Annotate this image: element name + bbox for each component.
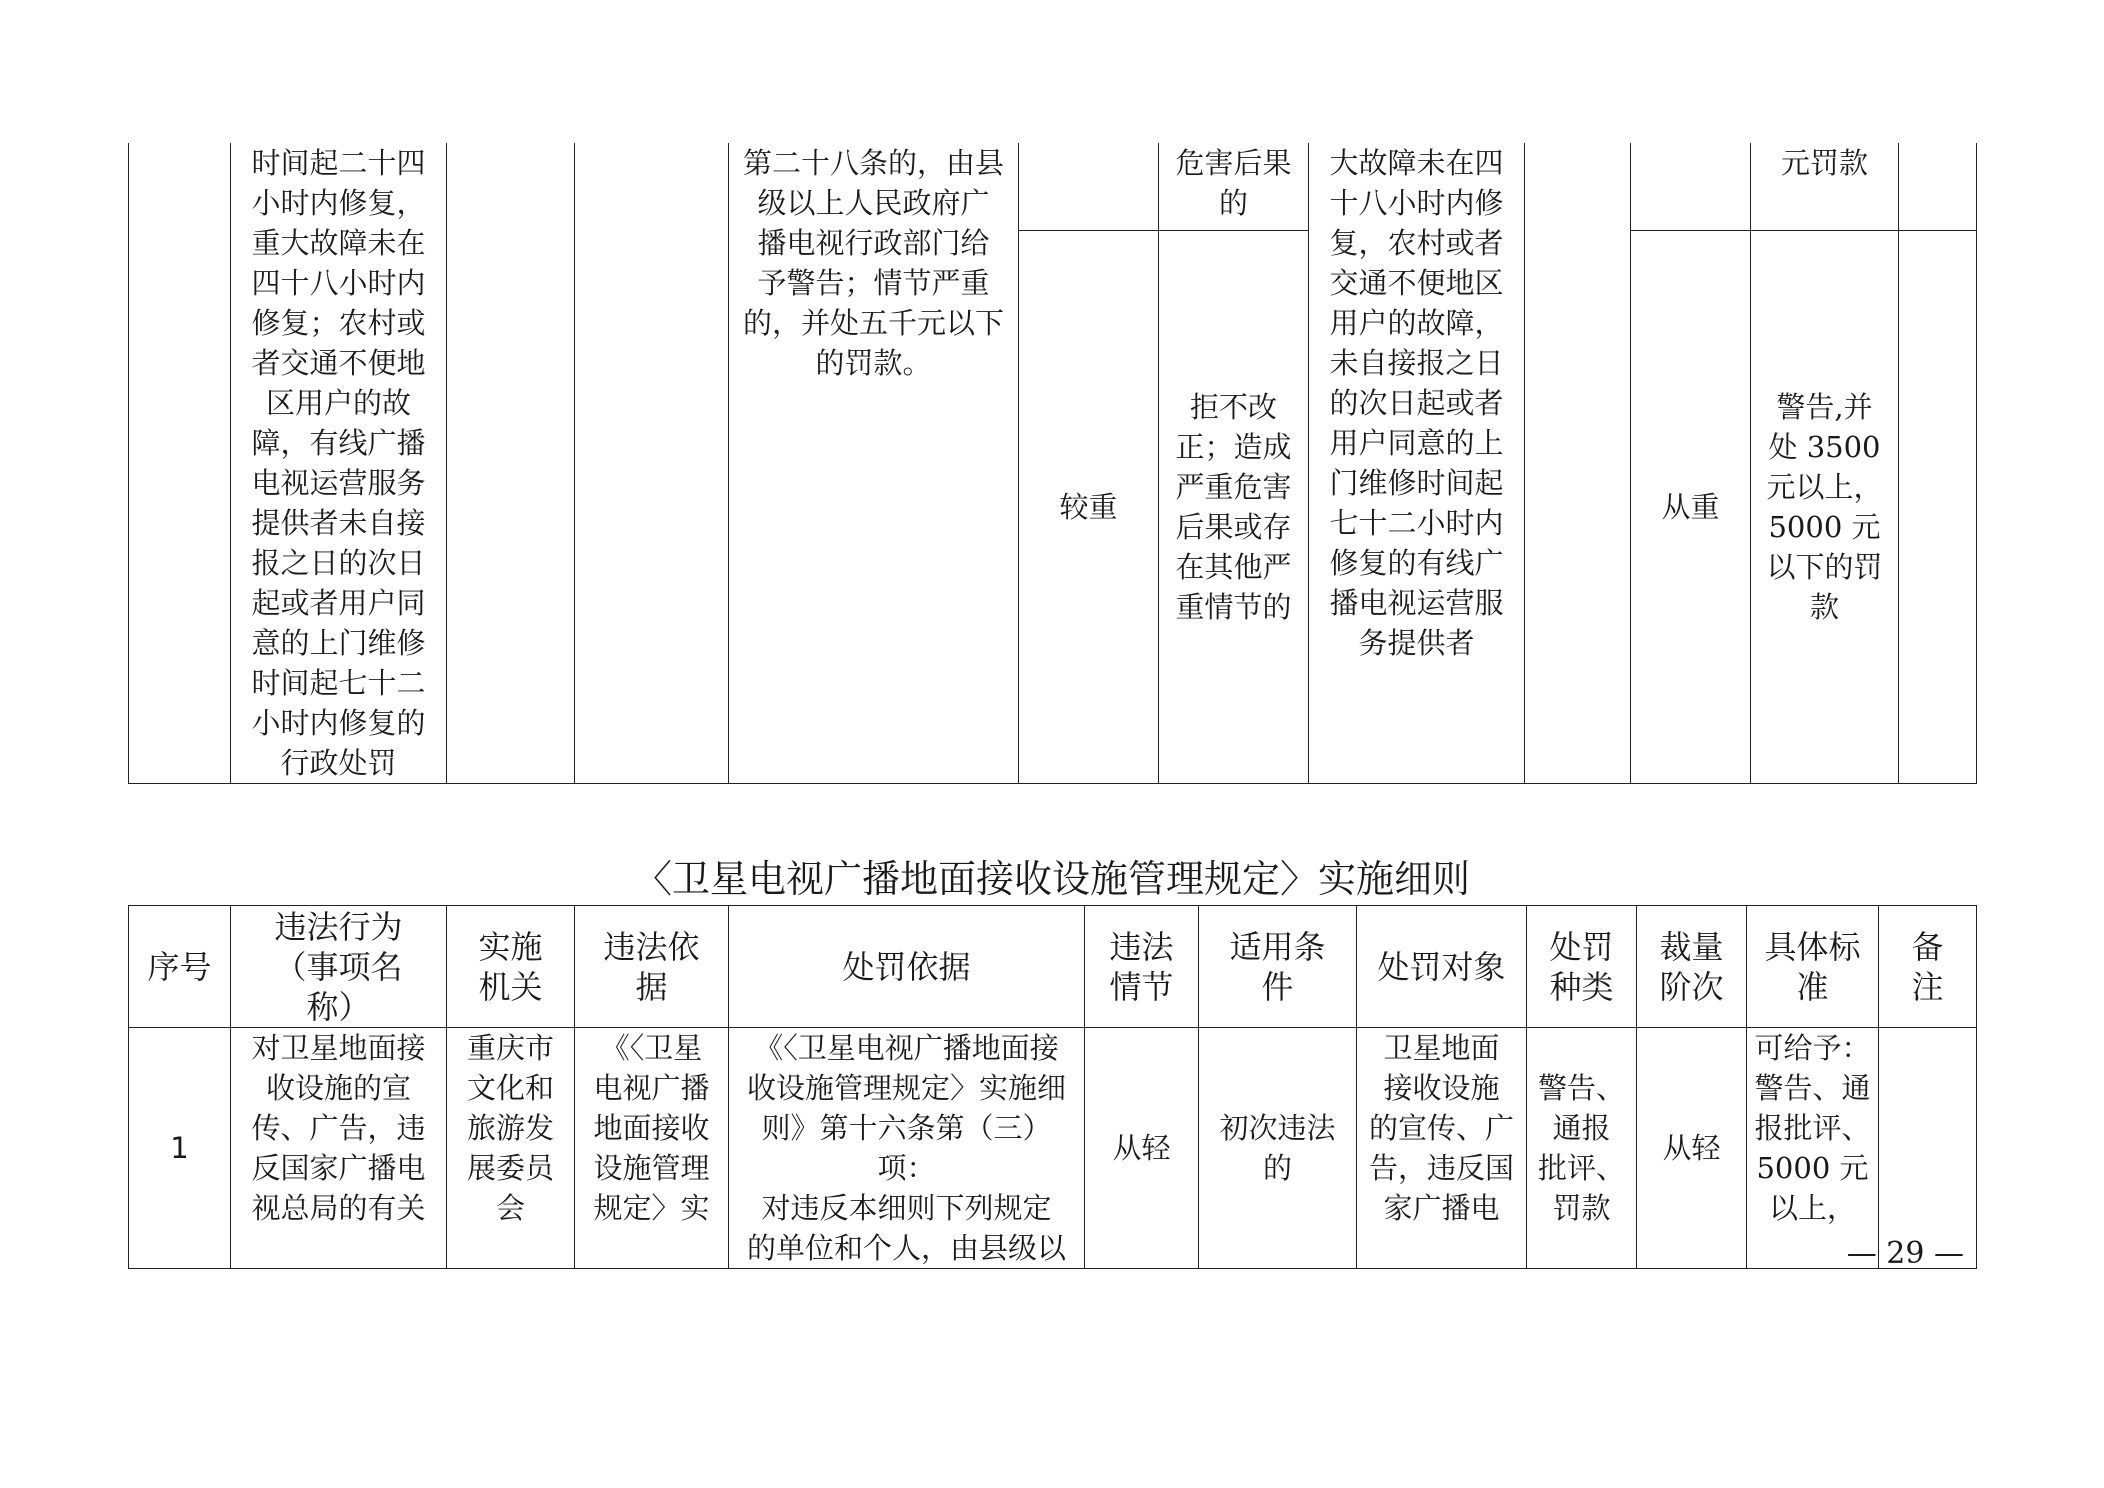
penalty-table (128, 905, 1977, 1269)
cell-standard: 警告,并 处 3500 元以上， 5000 元 以下的罚 款 (1751, 230, 1899, 783)
cell-behavior: 时间起二十四 小时内修复， 重大故障未在 四十八小时内 修复；农村或 者交通不便地 区用户的故 障，有线广播 电视运营服务 提供者未自接 报之日的次日 起或者用户同 意的上门维修 时间起七十二 小时内修复的 行政处罚 (231, 143, 447, 784)
table-continued (128, 143, 1977, 784)
header-penalty-basis: 处罚依据 (729, 906, 1085, 1028)
cell-remark (1899, 143, 1977, 230)
cell-standard: 元罚款 (1751, 143, 1899, 230)
cell-penalty-basis: 《〈卫星电视广播地面接 收设施管理规定〉实施细 则》第十六条第（三）项： 对违反本细则下列规定 的单位和个人，由县级以 (729, 1028, 1085, 1269)
cell-law-basis (575, 143, 729, 784)
cell-no (129, 143, 231, 784)
cell-circumstance: 较重 (1019, 230, 1159, 783)
header-level: 裁量 阶次 (1637, 906, 1747, 1028)
header-standard: 具体标 准 (1747, 906, 1879, 1028)
cell-law-basis: 《〈卫星 电视广播 地面接收 设施管理 规定〉实 (575, 1028, 729, 1269)
cell-standard: 可给予： 警告、通 报批评、 5000 元 以上， (1747, 1028, 1879, 1269)
header-row (129, 906, 1977, 1028)
header-condition: 适用条 件 (1199, 906, 1357, 1028)
cell-level: 从轻 (1637, 1028, 1747, 1269)
section-title: 〈卫星电视广播地面接收设施管理规定〉实施细则 (633, 857, 1470, 901)
cell-penalty-basis: 第二十八条的，由县 级以上人民政府广 播电视行政部门给 予警告；情节严重 的，并处五千元以下 的罚款。 (729, 143, 1019, 784)
cell-remark (1899, 230, 1977, 783)
header-circumstance: 违法 情节 (1085, 906, 1199, 1028)
header-remark: 备 注 (1879, 906, 1977, 1028)
page-number: — 29 — (1846, 1236, 1964, 1271)
cell-target: 大故障未在四 十八小时内修 复，农村或者 交通不便地区 用户的故障， 未自接报之日 的次日起或者 用户同意的上 门维修时间起 七十二小时内 修复的有线广 播电视运营服 务提供者 (1309, 143, 1525, 784)
cell-level (1631, 143, 1751, 230)
cell-circumstance (1019, 143, 1159, 230)
header-no: 序号 (129, 906, 231, 1028)
table-row (129, 143, 1977, 230)
table-row (129, 1028, 1977, 1269)
cell-condition: 危害后果 的 (1159, 143, 1309, 230)
cell-agency (447, 143, 575, 784)
cell-target: 卫星地面 接收设施 的宣传、广 告，违反国 家广播电 (1357, 1028, 1527, 1269)
cell-remark (1879, 1028, 1977, 1269)
cell-agency: 重庆市 文化和 旅游发 展委员 会 (447, 1028, 575, 1269)
cell-behavior: 对卫星地面接 收设施的宣 传、广告，违 反国家广播电 视总局的有关 (231, 1028, 447, 1269)
cell-penalty-type: 警告、 通报 批评、 罚款 (1527, 1028, 1637, 1269)
cell-no: 1 (129, 1028, 231, 1269)
header-law-basis: 违法依 据 (575, 906, 729, 1028)
header-penalty-type: 处罚 种类 (1527, 906, 1637, 1028)
header-agency: 实施 机关 (447, 906, 575, 1028)
cell-level: 从重 (1631, 230, 1751, 783)
header-behavior: 违法行为 （事项名 称） (231, 906, 447, 1028)
cell-circumstance: 从轻 (1085, 1028, 1199, 1269)
cell-condition: 初次违法 的 (1199, 1028, 1357, 1269)
cell-condition: 拒不改 正；造成 严重危害 后果或存 在其他严 重情节的 (1159, 230, 1309, 783)
cell-penalty-type (1525, 143, 1631, 784)
header-target: 处罚对象 (1357, 906, 1527, 1028)
